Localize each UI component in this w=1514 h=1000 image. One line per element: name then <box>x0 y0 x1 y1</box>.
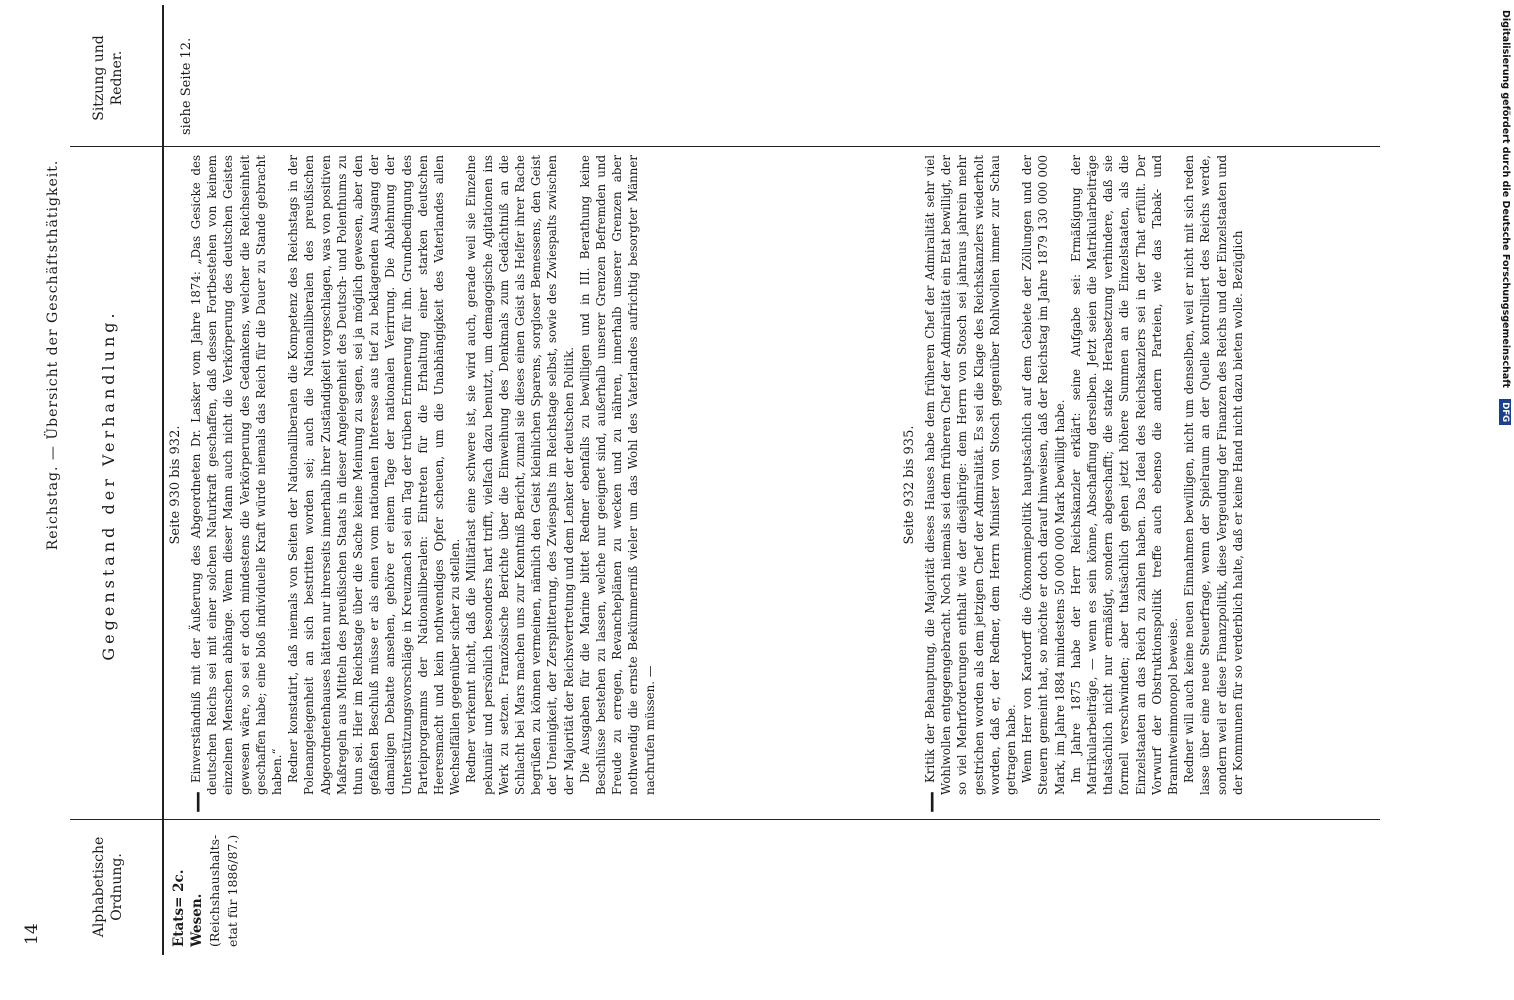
column-head-subject: Gegenstand der Verhandlung. <box>99 309 118 661</box>
digitization-credit-text: Digitalisierung gefördert durch die Deutsche Forschungsgemeinschaft <box>1500 10 1511 388</box>
column-head-alphabetic: Alphabetische Ordnung. <box>91 836 125 938</box>
section-1-dash: — <box>184 791 210 813</box>
section-2-dash: — <box>918 791 944 813</box>
paragraph: Kritik der Behauptung, die Majorität dieses Hauses habe dem früheren Chef der Admiralität sehr viel Wohlwollen entgegengebracht. Noch niemals sei dem früheren Chef der Admiralität ein Etat bewilligt, der so viel Mehrforderungen enthalt wie der diesjährige: dem Herrn von Stosch sei jahraus jahrein mehr gestrichen worden als dem jetzigen Chef der Admiralität. Es sei die Klage des Reichskanzlers wiederholt worden, daß er, der Redner, dem Herrn Minister von Stosch gegenüber Rohlwollen immer zur Schau getragen habe. <box>923 155 1019 795</box>
section-2-text <box>922 155 1246 795</box>
paragraph: Einverständniß mit der Äußerung des Abgeordneten Dr. Lasker vom Jahre 1874: „Das Gesicke des deutschen Reichs sei mit einer solchen Naturkraft geschaffen, daß dessen Fortbestehen von keinem einzelnen Menschen abhänge. Wenn dieser Mann auch nicht die Verkörperung des deutschen Geistes gewesen wäre, so sei er doch mindestens die Verkörperung des Gedankens, welcher die Reichseinheit geschaffen habe; eine bloß individuelle Kraft würde niemals das Reich für die Dauer zu Stande gebracht haben.“ <box>189 155 285 795</box>
entry-block <box>170 823 242 947</box>
dfg-logo: DFG <box>1500 399 1512 425</box>
paragraph: Redner konstatirt, daß niemals von Seiten der Nationalliberalen die Kompetenz des Reichstags in der Polenangelegenheit an sich bestritten worden sei; auch die Nationalliberalen des preußischen Abgeordnetenhauses hätten nur ihrerseits innerhalb ihrer Zuständigkeit vorgeschlagen, was von positiven Maßregeln aus Mitteln des preußischen Staats in dieser Angelegenheit des Deutsch- und Polenthums zu thun sei. Hier im Reichstage über die Sache keine Meinung zu sagen, sei ja möglich gewesen, aber den gefaßten Beschluß müsse er als einen vom nationalen Interesse aus tief zu beklagenden Ausgang der damaligen Debatte ansehen, gehöre er einem Tage der nationalen Verirrung. Die Ablehnung der Unterstützungsvorschläge in Kreuznach sei ein Tag der trüben Erinnerung für ihn. Grundbedingung des Parteiprogramms der Nationalliberalen: Eintreten für die Erhaltung einer starken deutschen Heeresmacht und kein nothwendiges Opfer scheuen, um die Unabhängigkeit des Vaterlandes allen Wechselfällen gegenüber sicher zu stellen. <box>286 155 463 795</box>
paragraph: Im Jahre 1875 habe der Herr Reichskanzler erklärt: seine Aufgabe sei: Ermäßigung der Matrikularbeiträge, — wenn es sein könne, Abschaffung derselben. Jetzt seien die Matrikularbeiträge thatsächlich nicht nur ermäßigt, sondern abgeschafft; die starke Herabsetzung verhindere, daß sie formell verschwinden; aber thatsächlich gehen jetzt höhere Summen an die Einzelstaaten, als die Einzelstaaten an das Reich zu zahlen haben. Das Ideal des Reichskanzlers sei in der That erfüllt. Der Vorwurf der Obstruktionspolitik treffe auch ebenso die andern Parteien, wie das Tabak- und Branntweinmonopol beweise. <box>1068 155 1181 795</box>
rotated-page <box>0 5 1480 955</box>
column-head-session: Sitzung und Redner. <box>91 35 125 121</box>
paragraph: Die Ausgaben für die Marine bittet Redner ebenfalls zu bewilligen und in III. Berathung keine Beschlüsse bestehen zu lassen, welche nur geeignet sind, außerhalb unserer Grenzen Befremden und Freude zu erregen, Revancheplänen zu wecken und zu nähren, innerhalb unserer Grenzen aber nothwendig die ernste Bekümmerniß vieler um das Wohl des Vaterlandes aufrichtig besorgter Männer nachrufen müssen. — <box>577 155 657 795</box>
paragraph: Redner verkennt nicht, daß die Militärlast eine schwere ist, sie wird auch, gerade weil sie Einzelne pekuniär und persönlich besonders hart trifft, vielfach dazu benutzt, um demagogische Agitationen ins Werk zu setzen. Französische Berichte über die Einweihung des Denkmals zum Gedächtniß an die Schlacht bei Mars machen uns zur Kenntniß Bericht, zumal sie dieses einen Geist als Helfer ihrer Rache begrüßen zu können vermeinen, nämlich den Geist kleinlichen Sparens, sorgloser Bemessens, den Geist der Uneinigkeit, der Zersplitterung, des Zwiespalts im Reichstage selbst, sowie des Zwiespalts zwischen der Majorität der Reichsvertretung und dem Lenker der deutschen Politik. <box>464 155 576 795</box>
column-rule-right <box>70 146 1380 147</box>
entry-subtitle: (Reichshaushalts-etat für 1886/87.) <box>207 834 240 947</box>
see-page-note: siehe Seite 12. <box>179 37 194 135</box>
column-rule-left <box>70 819 1380 820</box>
paragraph: Wenn Herr von Kardorff die Ökonomiepolitik hauptsächlich auf dem Gebiete der Zöllungen und der Steuern gemeint hat, so möchte er doch darauf hinweisen, daß der Reichstag im Jahre 1879 130 000 000 Mark, im Jahre 1884 mindestens 50 000 000 Mark bewilligt habe. <box>1020 155 1067 795</box>
section-2-pages: Seite 932 bis 935. <box>902 425 917 545</box>
header-rule <box>162 5 164 955</box>
section-1-text <box>188 155 658 795</box>
paragraph: Redner will auch keine neuen Einnahmen bewilligen, nicht um denselben, weil er nicht mit sich reden lasse über eine neue Steuerfrage, wenn der Spielraum an der Quelle kontrolliert des Reichs werde, sondern weil er diese Finanzpolitik, diese Vergeudung der Finanzen des Reichs und der Einzelstaaten und der Kommunen für so verderblich halte, daß er keine Hand nicht dazu bieten wolle. Bezüglich <box>1182 155 1245 795</box>
entry-title: Etats= 2c. Wesen. <box>171 869 205 947</box>
page-number: 14 <box>22 923 42 945</box>
running-title: Reichstag. — Übersicht der Geschäftsthätigkeit. <box>45 159 61 551</box>
digitization-credit <box>1496 10 1514 990</box>
section-1-pages: Seite 930 bis 932. <box>168 425 183 545</box>
